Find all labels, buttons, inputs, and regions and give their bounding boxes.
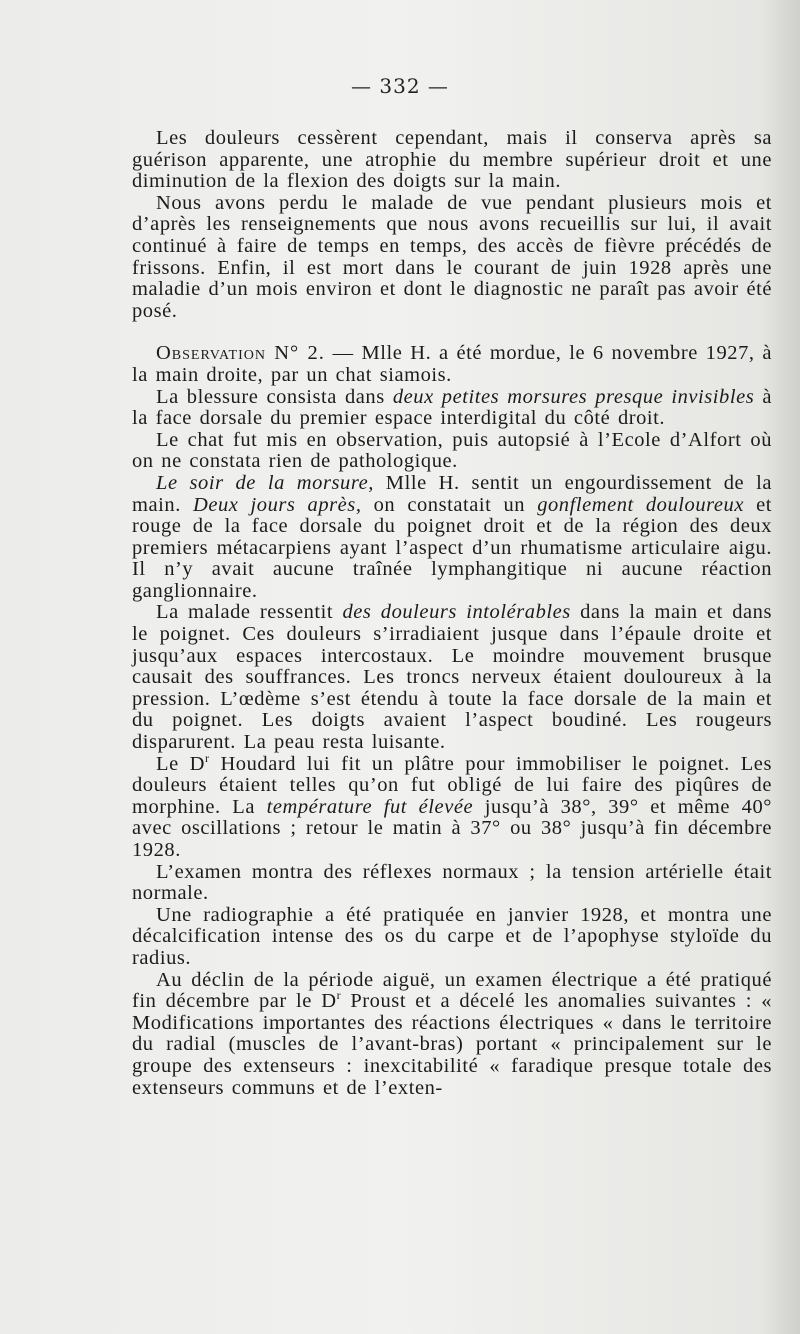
paragraph: Le $D^r$ Houdard lui fit un plâtre pour immobiliser le poignet. Les douleurs étaient telles qu’on fut obligé de lui faire des piqûres de morphine. La température fut élevée jusqu’à 38°, 39° et même 40° avec oscillations ; retour le matin à 37° ou 38° jusqu’à fin décembre 1928. <box>132 750 773 861</box>
paragraph: Le soir de la morsure, Mlle H. sentit un engourdissement de la main. Deux jours après, on constatait un gonflement douloureux et rouge de la face dorsale du poignet droit et de la région des deux premiers métacarpiens ayant l’aspect d’un rhumatisme articulaire aigu. Il n’y avait aucune traînée lymphangitique ni aucune réaction ganglionnaire. <box>132 471 772 602</box>
paragraph: Les douleurs cessèrent cependant, mais il conserva après sa guérison apparente, une atrophie du membre supérieur droit et une diminution de la flexion des doigts sur la main. <box>132 127 772 193</box>
paragraph: La malade ressentit des douleurs intolérables dans la main et dans le poignet. Ces douleurs s’irradiaient jusque dans l’épaule droite et jusqu’aux espaces intercostaux. Le moindre mouvement brusque causait des souffrances. Les troncs nerveux étaient douloureux à la pression. L’œdème s’est étendu à toute la face dorsale de la main et du poignet. Les doigts avaient l’aspect boudiné. Les rougeurs disparurent. La peau resta luisante. <box>132 601 772 754</box>
italic-phrase: deux petites morsures presque invisibles <box>392 385 755 408</box>
italic-phrase: Deux jours après, <box>192 493 362 516</box>
italic-phrase: des douleurs intolérables <box>342 601 571 624</box>
paragraph: Une radiographie a été pratiquée en janvier 1928, et montra une décalcification intense des os du carpe et de l’apophyse styloïde du radius. <box>132 903 772 969</box>
italic-phrase: gonflement douloureux <box>537 493 744 516</box>
observation-heading: Observation N° 2. <box>156 342 325 365</box>
observation-heading-paragraph: Observation N° 2. — Mlle H. a été mordue, le 6 novembre 1927, à la main droite, par un chat siamois. <box>132 342 772 386</box>
italic-phrase: Le soir de la morsure, <box>156 471 374 494</box>
paragraph: Le chat fut mis en observation, puis autopsié à l’Ecole d’Alfort où on ne constata rien de pathologique. <box>132 428 772 473</box>
paragraph: Nous avons perdu le malade de vue pendant plusieurs mois et d’après les renseignements que nous avons recueillis sur lui, il avait continué à faire de temps en temps, des accès de fièvre précédés de frissons. Enfin, il est mort dans le courant de juin 1928 après une maladie d’un mois environ et dont le diagnostic ne paraît pas avoir été posé. <box>132 191 772 322</box>
italic-phrase: température fut élevée <box>266 795 474 818</box>
paragraph: L’examen montra des réflexes normaux ; la tension artérielle était normale. <box>132 860 772 905</box>
paragraph: Au déclin de la période aiguë, un examen électrique a été pratiqué fin décembre par le $D^r$ Proust et a décelé les anomalies suivantes : « Modifications importantes des réactions électriques « dans le territoire du radial (muscles de l’avant-bras) portant « principalement sur le groupe des extenseurs : inexcitabilité « faradique presque totale des extenseurs communs et de l’exten- <box>132 968 773 1099</box>
paragraph: La blessure consista dans deux petites morsures presque invisibles à la face dorsale du premier espace interdigital du côté droit. <box>132 385 773 430</box>
body-text <box>132 128 772 1099</box>
page-number: — 332 — <box>351 74 449 98</box>
